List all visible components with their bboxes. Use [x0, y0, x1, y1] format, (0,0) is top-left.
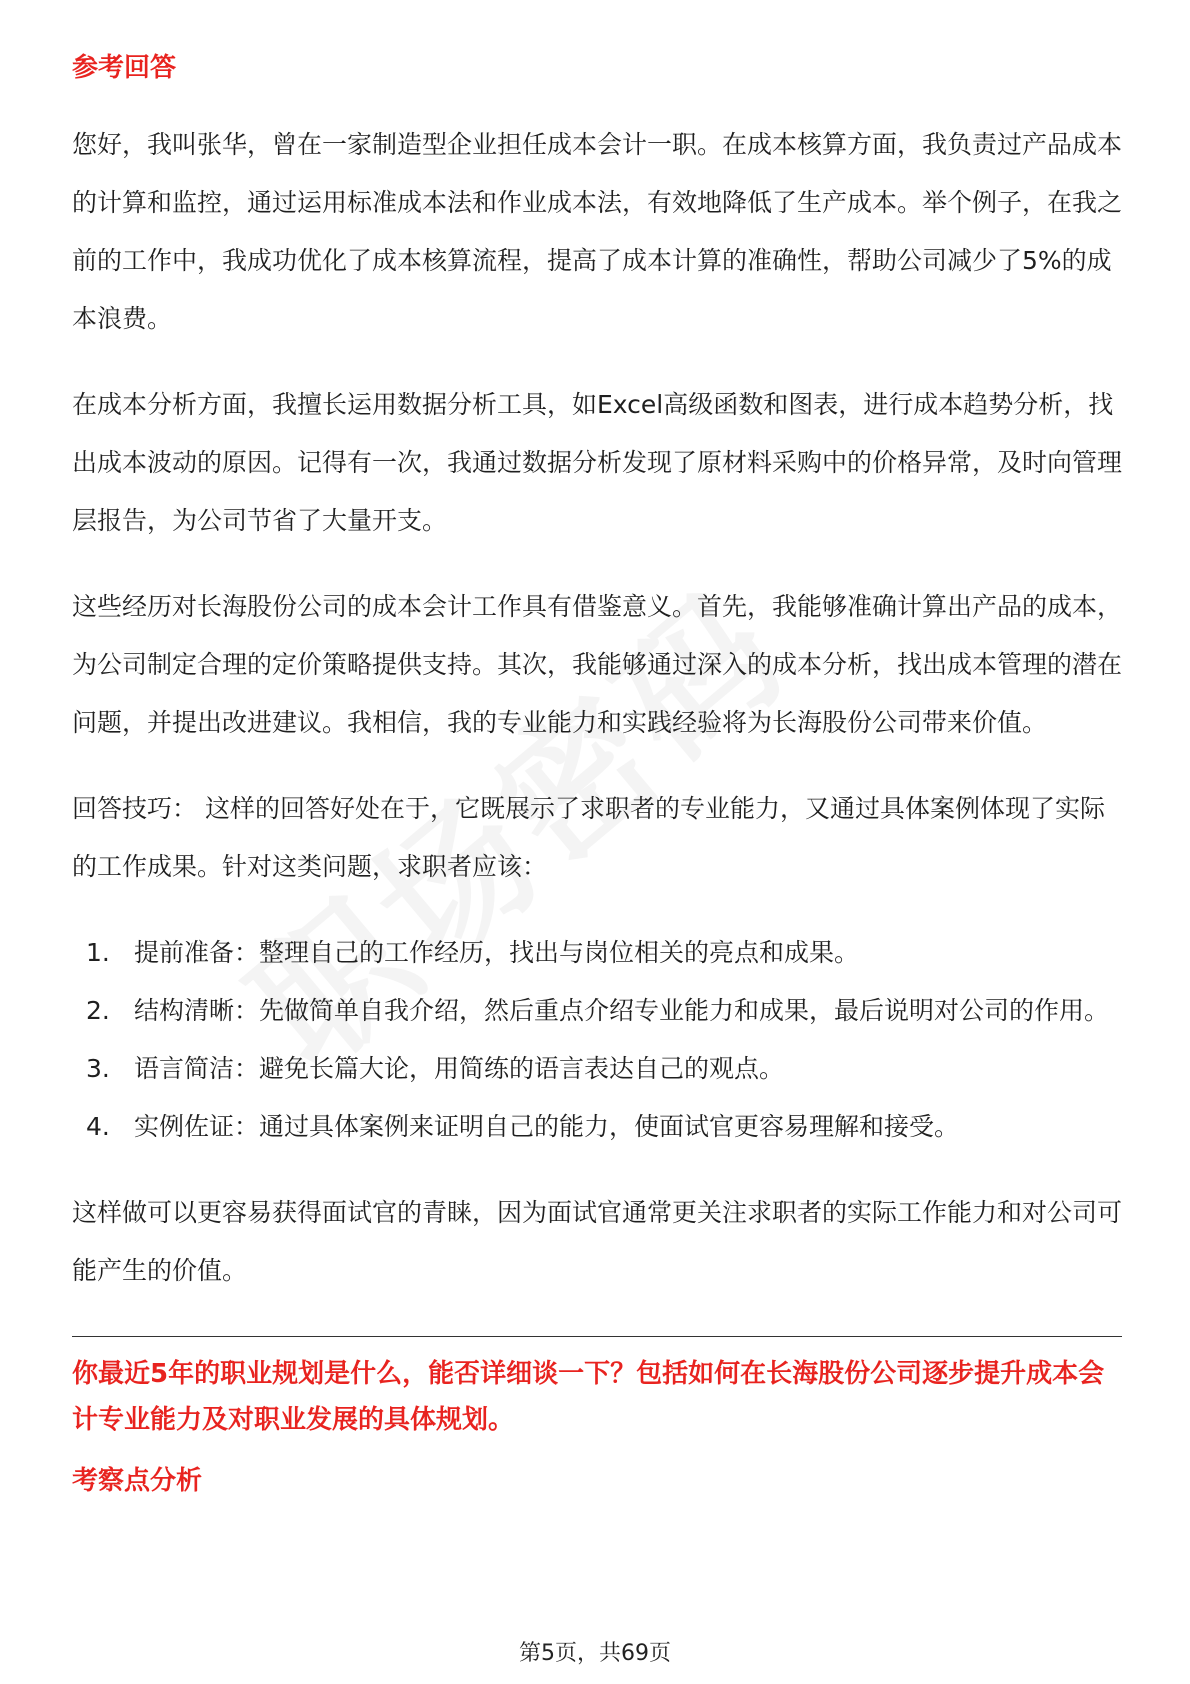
closing-paragraph: 这样做可以更容易获得面试官的青睐，因为面试官通常更关注求职者的实际工作能力和对公司可能产生的价值。 — [72, 1198, 1123, 1285]
list-item-number: 2. — [86, 996, 110, 1025]
page-content — [72, 48, 1122, 1501]
list-item-text: 实例佐证：通过具体案例来证明自己的能力，使面试官更容易理解和接受。 — [134, 1112, 960, 1141]
page-number: 第5页，共69页 — [519, 1641, 671, 1666]
list-item-number: 1. — [86, 938, 110, 967]
analysis-heading: 考察点分析 — [72, 1466, 203, 1496]
list-item-text: 语言简洁：避免长篇大论，用简练的语言表达自己的观点。 — [134, 1054, 785, 1083]
list-item-number: 4. — [86, 1112, 110, 1141]
next-question: 你最近5年的职业规划是什么，能否详细谈一下？包括如何在长海股份公司逐步提升成本会计专业能力及对职业发展的具体规划。 — [72, 1359, 1105, 1435]
list-item — [72, 924, 1122, 982]
list-item-text: 提前准备：整理自己的工作经历，找出与岗位相关的亮点和成果。 — [134, 938, 860, 967]
list-item — [72, 982, 1122, 1040]
list-item — [72, 1098, 1122, 1156]
list-item-text: 结构清晰：先做简单自我介绍，然后重点介绍专业能力和成果，最后说明对公司的作用。 — [134, 996, 1110, 1025]
list-item — [72, 1040, 1122, 1098]
tips-intro-paragraph: 回答技巧： 这样的回答好处在于，它既展示了求职者的专业能力，又通过具体案例体现了实际的工作成果。针对这类问题，求职者应该： — [72, 794, 1105, 881]
answer-paragraph-1: 您好，我叫张华，曾在一家制造型企业担任成本会计一职。在成本核算方面，我负责过产品成本的计算和监控，通过运用标准成本法和作业成本法，有效地降低了生产成本。举个例子，在我之前的工作中，我成功优化了成本核算流程，提高了成本计算的准确性，帮助公司减少了5%的成本浪费。 — [72, 130, 1123, 333]
answer-paragraph-2: 在成本分析方面，我擅长运用数据分析工具，如Excel高级函数和图表，进行成本趋势分析，找出成本波动的原因。记得有一次，我通过数据分析发现了原材料采购中的价格异常，及时向管理层报告，为公司节省了大量开支。 — [72, 390, 1123, 535]
list-item-number: 3. — [86, 1054, 110, 1083]
section-divider — [72, 1336, 1122, 1337]
answer-heading: 参考回答 — [72, 53, 177, 83]
answer-paragraph-3: 这些经历对长海股份公司的成本会计工作具有借鉴意义。首先，我能够准确计算出产品的成本，为公司制定合理的定价策略提供支持。其次，我能够通过深入的成本分析，找出成本管理的潜在问题，并提出改进建议。我相信，我的专业能力和实践经验将为长海股份公司带来价值。 — [72, 592, 1123, 737]
tips-list — [72, 924, 1122, 1156]
